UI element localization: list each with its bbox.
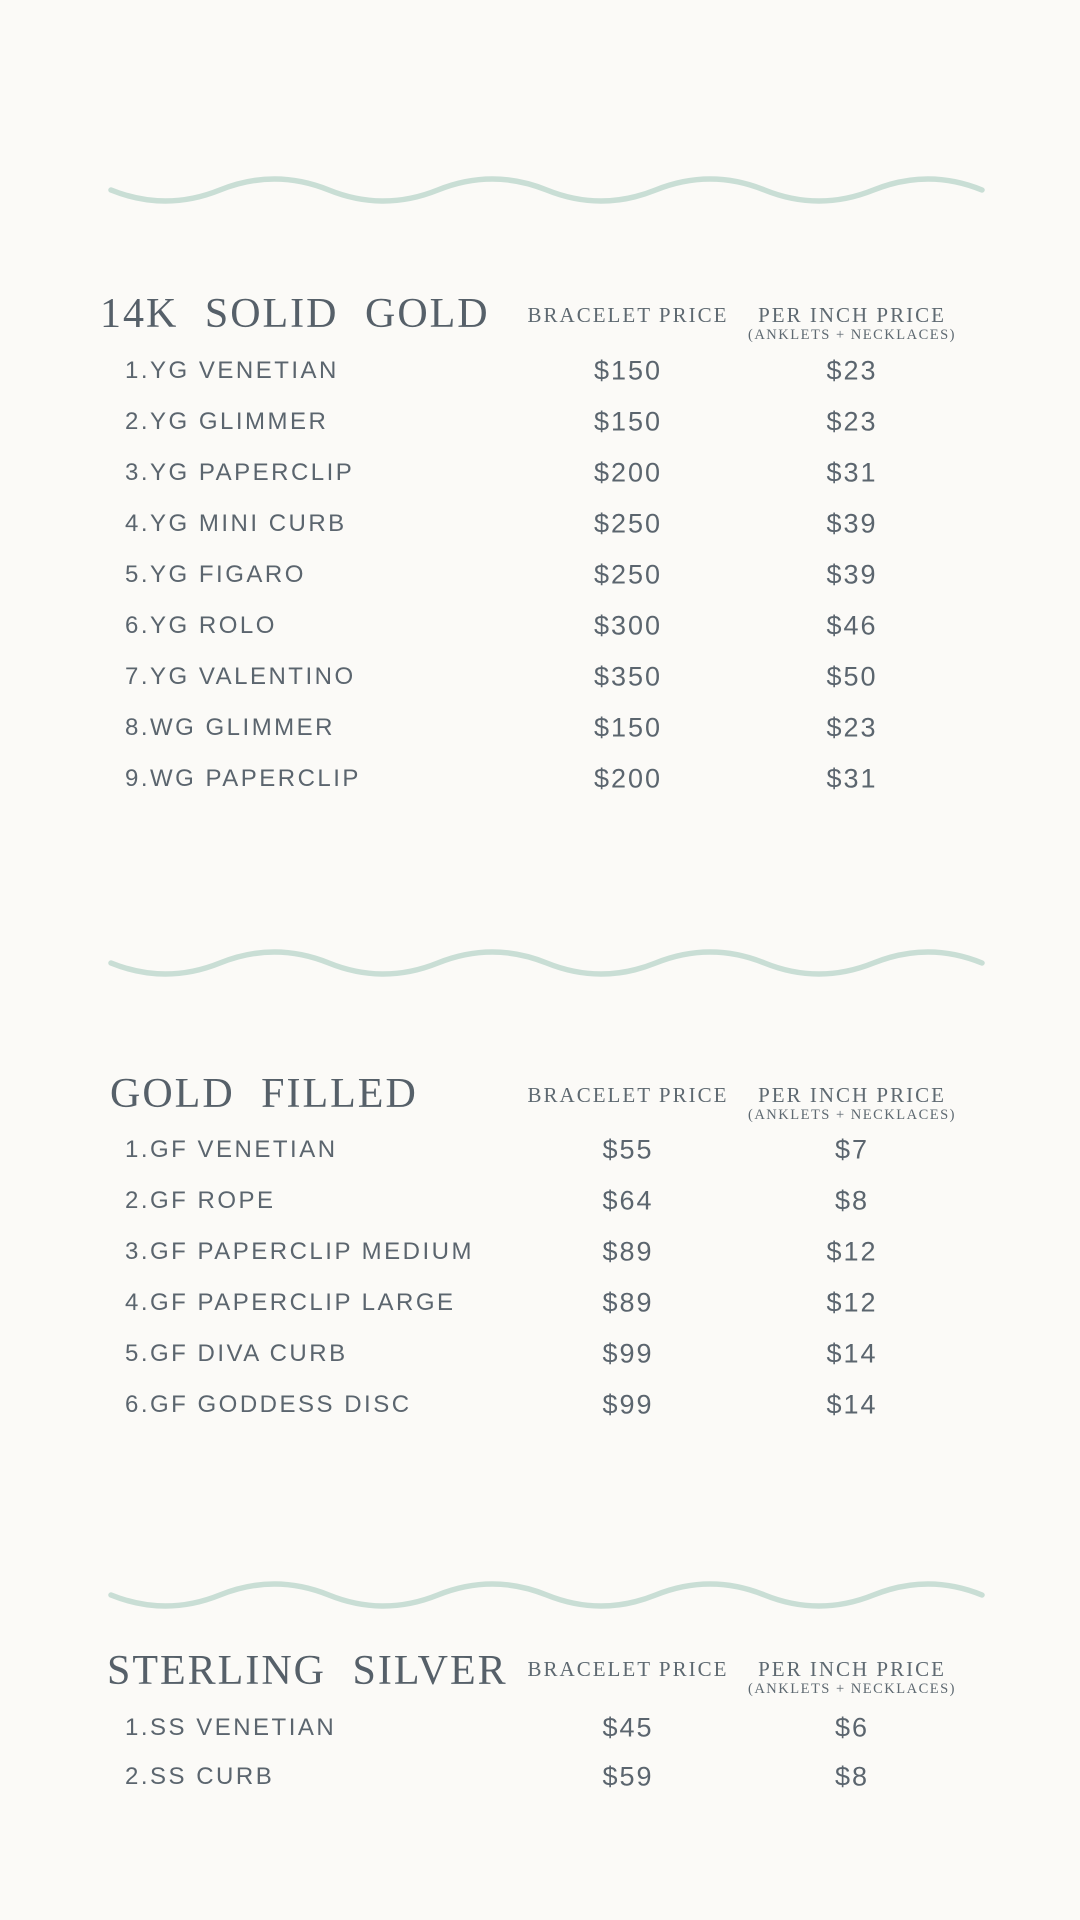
bracelet-price-value: $59: [602, 1761, 654, 1791]
bracelet-price-value: $55: [602, 1134, 654, 1164]
per-inch-price-value: $31: [826, 457, 878, 487]
wave-line-graphic: [108, 173, 985, 207]
column-header-per-inch-note: (ANKLETS + NECKLACES): [747, 1107, 957, 1123]
price-rows: [0, 1124, 1080, 1430]
column-header-bracelet-price: BRACELET PRICE: [527, 1083, 729, 1107]
per-inch-price-value: $50: [826, 661, 878, 691]
bracelet-price-value: $89: [602, 1287, 654, 1317]
item-name: 1.SS VENETIAN: [125, 1713, 337, 1741]
price-row: [0, 1703, 1080, 1752]
price-row: [0, 447, 1080, 498]
item-name: 7.YG VALENTINO: [125, 662, 356, 690]
section-title: 14K SOLID GOLD: [100, 291, 490, 337]
price-row: [0, 651, 1080, 702]
item-name: 8.WG GLIMMER: [125, 713, 336, 741]
per-inch-price-value: $23: [826, 355, 878, 385]
per-inch-price-value: $14: [826, 1338, 878, 1368]
price-row: [0, 1277, 1080, 1328]
wave-divider-middle: [108, 946, 985, 980]
bracelet-price-value: $89: [602, 1236, 654, 1266]
column-header-bracelet-price: BRACELET PRICE: [527, 303, 729, 327]
bracelet-price-value: $150: [593, 355, 663, 385]
bracelet-price-value: $64: [602, 1185, 654, 1215]
section-title: STERLING SILVER: [107, 1648, 508, 1694]
item-name: 1.YG VENETIAN: [125, 356, 339, 384]
price-row: [0, 753, 1080, 804]
price-row: [0, 702, 1080, 753]
per-inch-price-value: $46: [826, 610, 878, 640]
column-header-per-inch-price: PER INCH PRICE: [758, 1657, 946, 1681]
bracelet-price-value: $45: [602, 1712, 654, 1742]
per-inch-price-value: $23: [826, 712, 878, 742]
item-name: 9.WG PAPERCLIP: [125, 764, 361, 792]
wave-divider-bottom: [108, 1578, 985, 1612]
price-row: [0, 1379, 1080, 1430]
bracelet-price-value: $150: [593, 712, 663, 742]
per-inch-price-value: $31: [826, 763, 878, 793]
item-name: 2.YG GLIMMER: [125, 407, 329, 435]
price-row: [0, 1752, 1080, 1801]
price-row: [0, 1226, 1080, 1277]
item-name: 2.GF ROPE: [125, 1186, 276, 1214]
per-inch-price-value: $8: [834, 1185, 870, 1215]
item-name: 6.YG ROLO: [125, 611, 277, 639]
price-row: [0, 1328, 1080, 1379]
per-inch-price-value: $7: [834, 1134, 870, 1164]
per-inch-price-value: $23: [826, 406, 878, 436]
item-name: 5.YG FIGARO: [125, 560, 306, 588]
item-name: 3.GF PAPERCLIP MEDIUM: [125, 1237, 475, 1265]
column-header-per-inch-note: (ANKLETS + NECKLACES): [747, 1681, 957, 1697]
column-header-per-inch-price: PER INCH PRICE: [758, 303, 946, 327]
per-inch-price-value: $12: [826, 1236, 878, 1266]
item-name: 5.GF DIVA CURB: [125, 1339, 348, 1367]
bracelet-price-value: $300: [593, 610, 663, 640]
bracelet-price-value: $350: [593, 661, 663, 691]
bracelet-price-value: $250: [593, 559, 663, 589]
item-name: 3.YG PAPERCLIP: [125, 458, 355, 486]
wave-divider-top: [108, 173, 985, 207]
bracelet-price-value: $200: [593, 763, 663, 793]
price-row: [0, 600, 1080, 651]
per-inch-price-value: $39: [826, 559, 878, 589]
bracelet-price-value: $150: [593, 406, 663, 436]
section-title: GOLD FILLED: [110, 1071, 418, 1117]
column-header-bracelet-price: BRACELET PRICE: [527, 1657, 729, 1681]
price-rows: [0, 345, 1080, 804]
bracelet-price-value: $200: [593, 457, 663, 487]
per-inch-price-value: $14: [826, 1389, 878, 1419]
per-inch-price-value: $12: [826, 1287, 878, 1317]
per-inch-price-value: $6: [834, 1712, 870, 1742]
per-inch-price-value: $8: [834, 1761, 870, 1791]
price-row: [0, 498, 1080, 549]
item-name: 4.YG MINI CURB: [125, 509, 347, 537]
item-name: 6.GF GODDESS DISC: [125, 1390, 412, 1418]
price-row: [0, 549, 1080, 600]
price-rows: [0, 1703, 1080, 1801]
wave-line-graphic: [108, 1578, 985, 1612]
bracelet-price-value: $99: [602, 1389, 654, 1419]
bracelet-price-value: $99: [602, 1338, 654, 1368]
bracelet-price-value: $250: [593, 508, 663, 538]
wave-line-graphic: [108, 946, 985, 980]
per-inch-price-value: $39: [826, 508, 878, 538]
item-name: 4.GF PAPERCLIP LARGE: [125, 1288, 456, 1316]
column-header-per-inch-note: (ANKLETS + NECKLACES): [747, 327, 957, 343]
item-name: 2.SS CURB: [125, 1762, 275, 1790]
column-header-per-inch-price: PER INCH PRICE: [758, 1083, 946, 1107]
price-row: [0, 1124, 1080, 1175]
item-name: 1.GF VENETIAN: [125, 1135, 338, 1163]
price-row: [0, 345, 1080, 396]
price-row: [0, 396, 1080, 447]
price-row: [0, 1175, 1080, 1226]
